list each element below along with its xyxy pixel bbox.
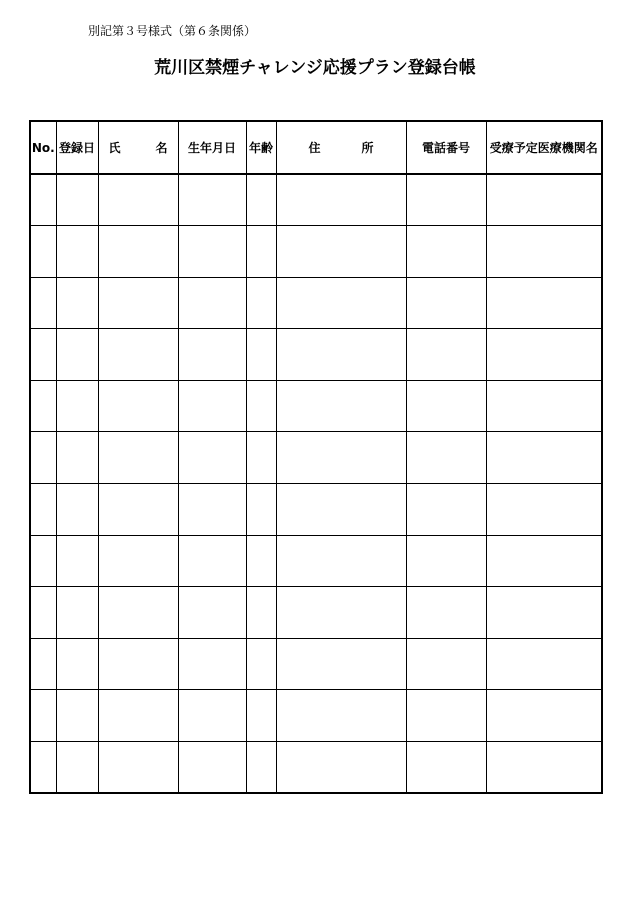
cell-age <box>246 174 276 226</box>
cell-planned-clinic <box>486 174 602 226</box>
cell-name <box>98 380 178 432</box>
cell-no <box>30 535 56 587</box>
cell-birth-date <box>178 380 246 432</box>
cell-planned-clinic <box>486 226 602 278</box>
cell-name <box>98 483 178 535</box>
cell-birth-date <box>178 277 246 329</box>
cell-name <box>98 741 178 793</box>
cell-registration-date <box>56 277 98 329</box>
cell-planned-clinic <box>486 741 602 793</box>
cell-registration-date <box>56 226 98 278</box>
cell-registration-date <box>56 638 98 690</box>
cell-address <box>276 483 406 535</box>
cell-age <box>246 535 276 587</box>
cell-phone <box>406 587 486 639</box>
cell-no <box>30 380 56 432</box>
cell-phone <box>406 638 486 690</box>
cell-no <box>30 174 56 226</box>
header-address <box>276 121 406 174</box>
table-row <box>30 174 602 226</box>
cell-name <box>98 690 178 742</box>
cell-name <box>98 174 178 226</box>
cell-name <box>98 329 178 381</box>
cell-registration-date <box>56 432 98 484</box>
header-age: 年齢 <box>246 121 276 174</box>
cell-name <box>98 587 178 639</box>
header-birth-date: 生年月日 <box>178 121 246 174</box>
cell-planned-clinic <box>486 587 602 639</box>
cell-no <box>30 329 56 381</box>
cell-registration-date <box>56 483 98 535</box>
cell-age <box>246 483 276 535</box>
table-row <box>30 432 602 484</box>
cell-no <box>30 587 56 639</box>
cell-planned-clinic <box>486 483 602 535</box>
cell-address <box>276 638 406 690</box>
cell-no <box>30 432 56 484</box>
cell-address <box>276 329 406 381</box>
cell-registration-date <box>56 741 98 793</box>
cell-phone <box>406 432 486 484</box>
cell-birth-date <box>178 690 246 742</box>
cell-birth-date <box>178 174 246 226</box>
table-row <box>30 741 602 793</box>
cell-age <box>246 638 276 690</box>
cell-address <box>276 535 406 587</box>
cell-phone <box>406 741 486 793</box>
cell-age <box>246 226 276 278</box>
cell-registration-date <box>56 690 98 742</box>
table-row <box>30 226 602 278</box>
table-body <box>30 174 602 793</box>
cell-age <box>246 741 276 793</box>
cell-no <box>30 741 56 793</box>
cell-phone <box>406 535 486 587</box>
cell-no <box>30 226 56 278</box>
table-row <box>30 380 602 432</box>
cell-registration-date <box>56 174 98 226</box>
header-address-part2: 所 <box>361 141 374 155</box>
cell-age <box>246 277 276 329</box>
table-row <box>30 329 602 381</box>
cell-address <box>276 690 406 742</box>
cell-registration-date <box>56 587 98 639</box>
cell-name <box>98 638 178 690</box>
cell-planned-clinic <box>486 380 602 432</box>
table-header-row <box>30 121 602 174</box>
cell-phone <box>406 329 486 381</box>
table-row <box>30 483 602 535</box>
cell-phone <box>406 174 486 226</box>
cell-phone <box>406 483 486 535</box>
cell-address <box>276 380 406 432</box>
table-row <box>30 277 602 329</box>
table-row <box>30 638 602 690</box>
header-registration-date: 登録日 <box>56 121 98 174</box>
header-name <box>98 121 178 174</box>
cell-name <box>98 432 178 484</box>
form-label: 別記第３号様式（第６条関係） <box>88 24 257 38</box>
cell-planned-clinic <box>486 690 602 742</box>
header-phone: 電話番号 <box>406 121 486 174</box>
cell-phone <box>406 380 486 432</box>
cell-address <box>276 226 406 278</box>
cell-age <box>246 587 276 639</box>
table-row <box>30 587 602 639</box>
header-planned-clinic: 受療予定医療機関名 <box>486 121 602 174</box>
cell-phone <box>406 690 486 742</box>
cell-birth-date <box>178 483 246 535</box>
cell-no <box>30 638 56 690</box>
header-name-part1: 氏 <box>108 141 121 155</box>
table-row <box>30 535 602 587</box>
cell-planned-clinic <box>486 432 602 484</box>
cell-birth-date <box>178 329 246 381</box>
cell-planned-clinic <box>486 638 602 690</box>
cell-birth-date <box>178 432 246 484</box>
cell-birth-date <box>178 741 246 793</box>
cell-registration-date <box>56 380 98 432</box>
cell-no <box>30 277 56 329</box>
cell-name <box>98 277 178 329</box>
cell-registration-date <box>56 535 98 587</box>
cell-phone <box>406 277 486 329</box>
cell-address <box>276 174 406 226</box>
cell-name <box>98 226 178 278</box>
cell-age <box>246 690 276 742</box>
cell-planned-clinic <box>486 329 602 381</box>
cell-address <box>276 432 406 484</box>
cell-phone <box>406 226 486 278</box>
header-name-part2: 名 <box>155 141 168 155</box>
table-row <box>30 690 602 742</box>
cell-birth-date <box>178 638 246 690</box>
cell-address <box>276 277 406 329</box>
cell-no <box>30 690 56 742</box>
cell-address <box>276 741 406 793</box>
header-address-part1: 住 <box>308 141 321 155</box>
cell-age <box>246 380 276 432</box>
cell-no <box>30 483 56 535</box>
cell-address <box>276 587 406 639</box>
cell-birth-date <box>178 535 246 587</box>
cell-planned-clinic <box>486 277 602 329</box>
cell-age <box>246 329 276 381</box>
header-no: No. <box>30 121 56 174</box>
cell-birth-date <box>178 226 246 278</box>
cell-planned-clinic <box>486 535 602 587</box>
cell-age <box>246 432 276 484</box>
cell-name <box>98 535 178 587</box>
cell-registration-date <box>56 329 98 381</box>
document-title: 荒川区禁煙チャレンジ応援プラン登録台帳 <box>154 58 476 78</box>
cell-birth-date <box>178 587 246 639</box>
registration-table <box>29 120 603 794</box>
